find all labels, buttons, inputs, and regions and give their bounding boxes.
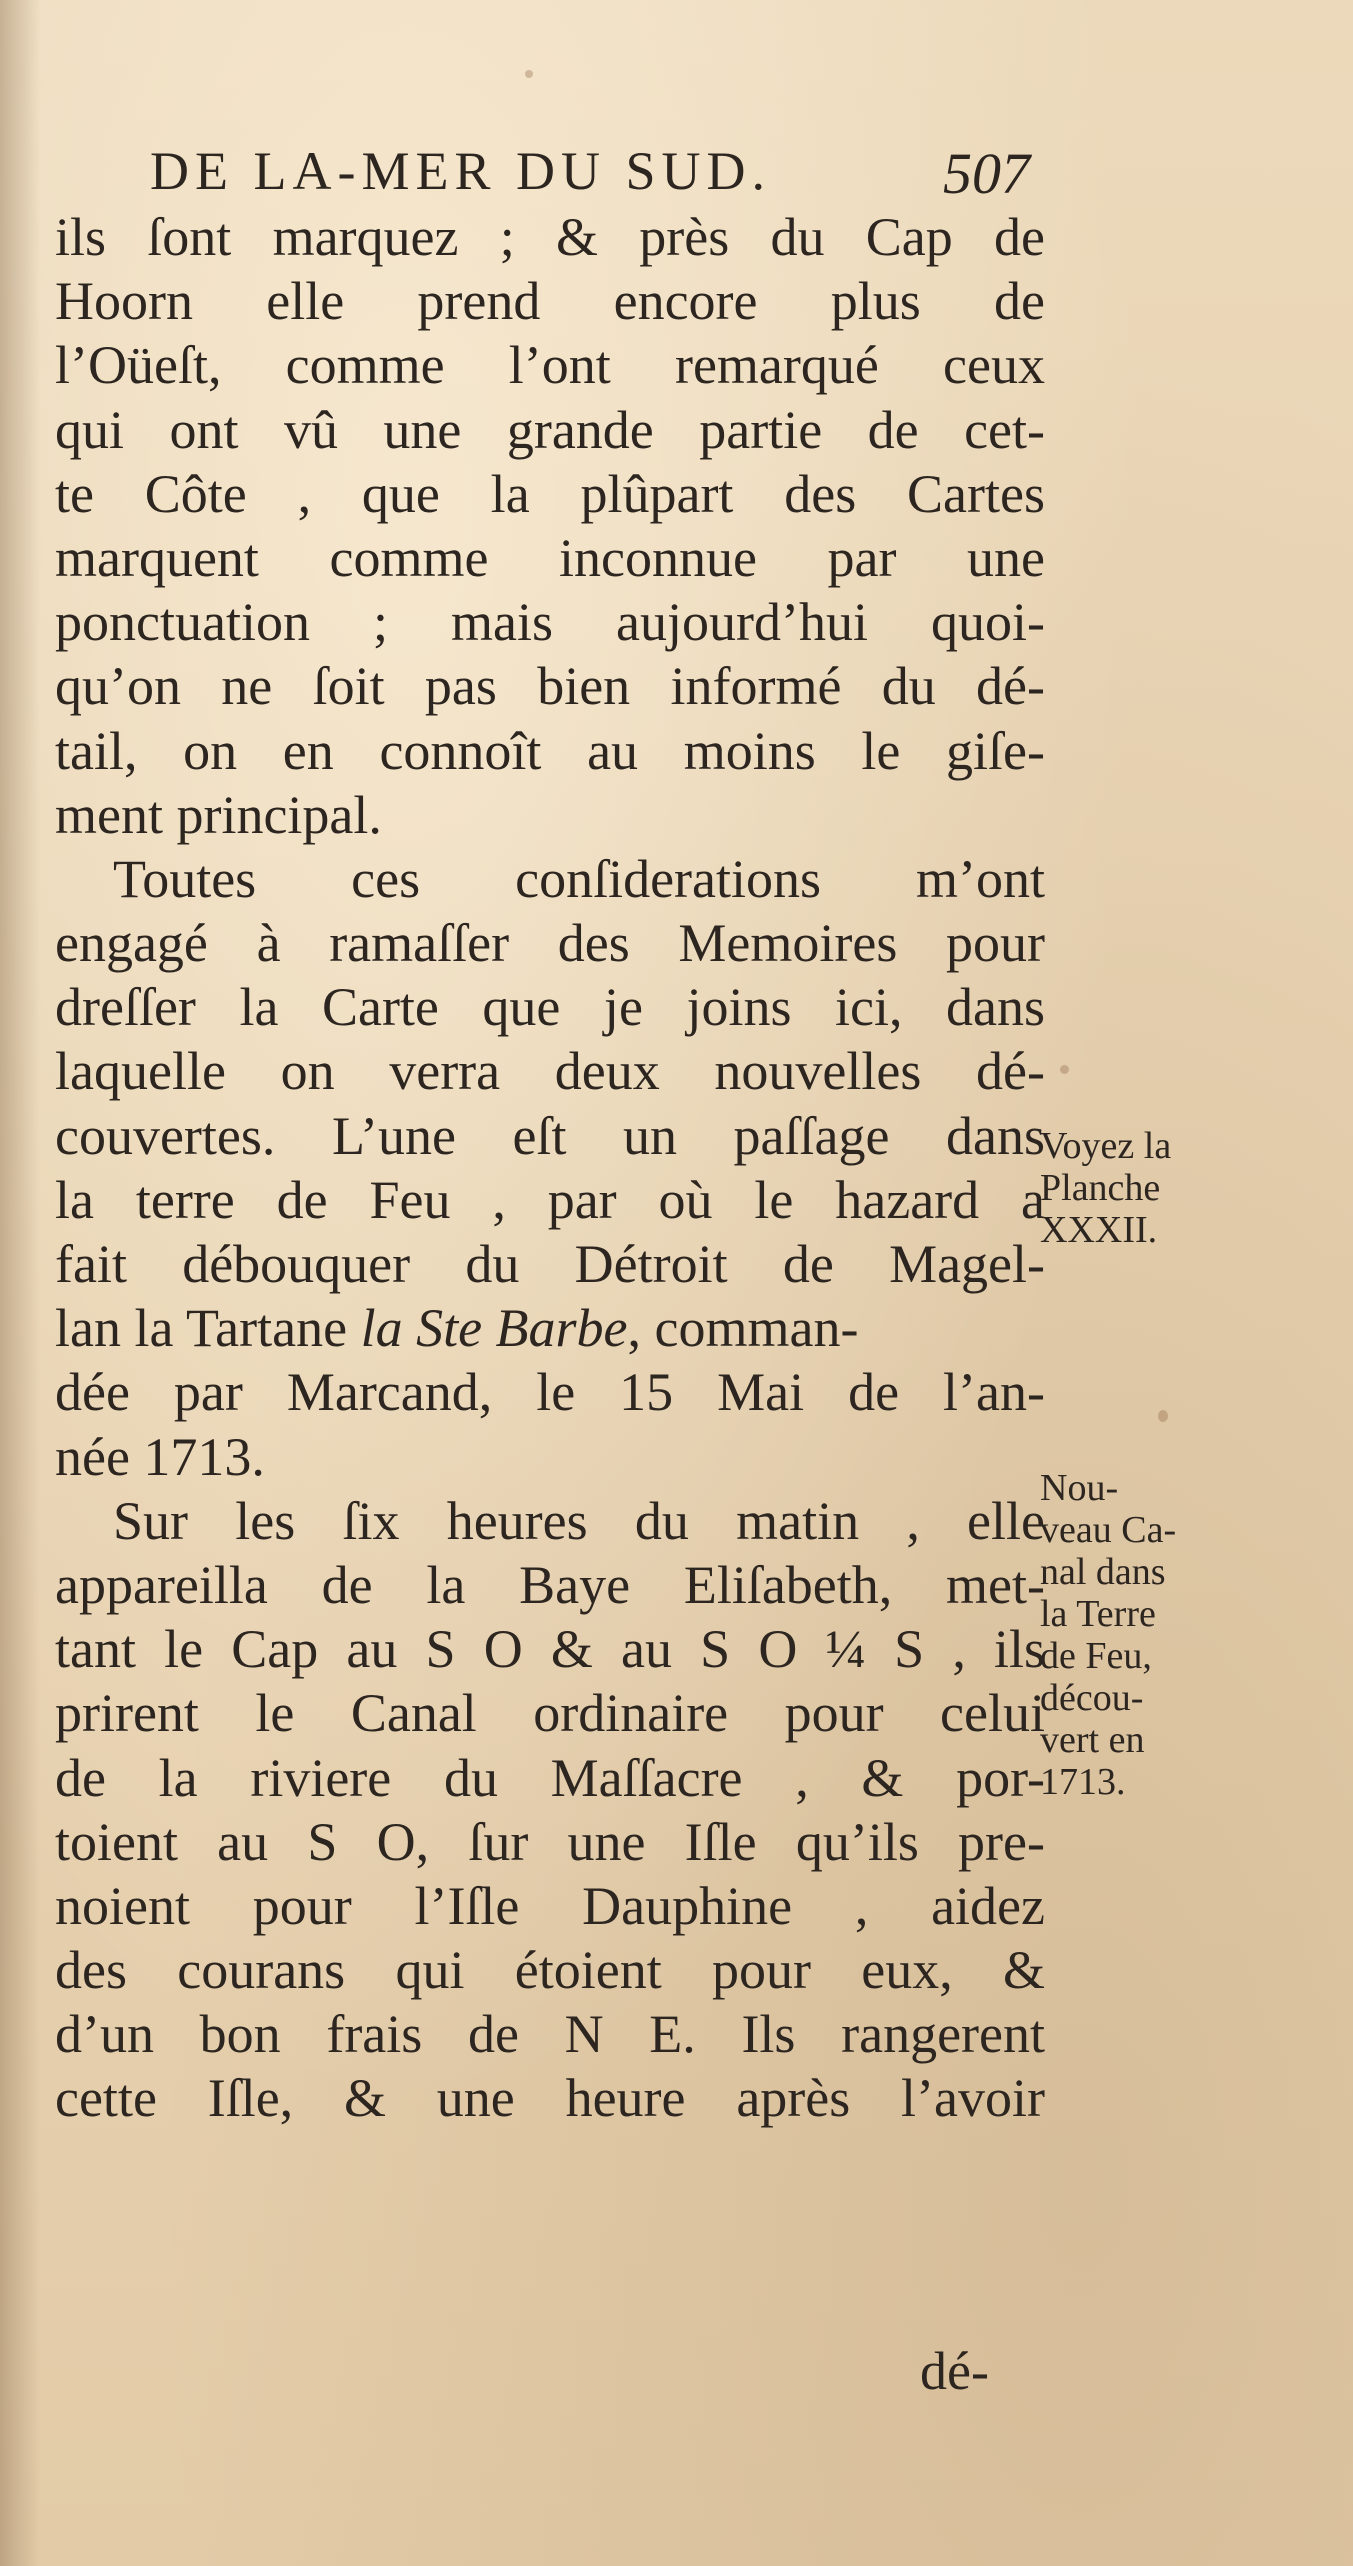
text-fragment: lan la Tartane — [55, 1298, 348, 1359]
margin-note-line: de Feu, — [1040, 1635, 1152, 1677]
text-line: noient pour l’Iſle Dauphine , aidez — [55, 1875, 1045, 1936]
text-line: qui ont vû une grande partie de cet- — [55, 399, 1045, 460]
text-line: engagé à ramaſſer des Memoires pour — [55, 913, 1045, 974]
ink-spot — [1158, 1410, 1168, 1422]
text-line: couvertes. L’une eſt un paſſage dans — [55, 1105, 1045, 1166]
margin-note-plate-reference — [1040, 1125, 1270, 1251]
text-line: Hoorn elle prend encore plus de — [55, 271, 1045, 332]
margin-note-line: Nou- — [1040, 1467, 1119, 1509]
text-line: l’Oüeſt, comme l’ont remarqué ceux — [55, 335, 1045, 396]
paragraph-start-line: Sur les ſix heures du matin , elle — [113, 1490, 1045, 1551]
text-line: fait débouquer du Détroit de Magel- — [55, 1234, 1045, 1294]
text-line: ils ſont marquez ; & près du Cap de — [55, 207, 1045, 267]
text-line: laquelle on verra deux nouvelles dé- — [55, 1041, 1045, 1102]
text-line: dreſſer la Carte que je joins ici, dans — [55, 977, 1045, 1038]
margin-note-line: la Terre — [1040, 1593, 1156, 1635]
margin-note-line: vert en — [1040, 1719, 1145, 1761]
text-line: de la riviere du Maſſacre , & por- — [55, 1747, 1045, 1808]
text-line: tail, on en connoît au moins le giſe- — [55, 720, 1045, 781]
ship-name: la Ste Barbe — [360, 1298, 628, 1359]
margin-note-line: 1713. — [1040, 1761, 1126, 1803]
text-line: appareilla de la Baye Eliſabeth, met- — [55, 1554, 1045, 1615]
text-line: née 1713. — [55, 1426, 265, 1487]
text-line: cette Iſle, & une heure après l’avoir — [55, 2068, 1045, 2129]
text-line: des courans qui étoient pour eux, & — [55, 1940, 1045, 2001]
text-line: toient au S O, ſur une Iſle qu’ils pre- — [55, 1811, 1045, 1872]
text-line-with-ship-name — [55, 1296, 1045, 1360]
margin-note-new-channel — [1040, 1467, 1270, 1803]
running-head: DE LA-MER DU SUD. — [150, 141, 771, 201]
text-line: te Côte , que la plûpart des Cartes — [55, 463, 1045, 524]
margin-note-line: veau Ca- — [1040, 1509, 1177, 1551]
catchword: dé- — [920, 2341, 989, 2401]
text-line: ponctuation ; mais aujourd’hui quoi- — [55, 592, 1045, 653]
text-line: dée par Marcand, le 15 Mai de l’an- — [55, 1362, 1045, 1423]
body-text — [55, 205, 1045, 2131]
paragraph-start-line: Toutes ces conſiderations m’ont — [113, 848, 1045, 909]
margin-note-line: Planche — [1040, 1167, 1161, 1209]
text-line: tant le Cap au S O & au S O ¼ S , ils — [55, 1619, 1045, 1680]
margin-note-line: nal dans — [1040, 1551, 1166, 1593]
text-line: prirent le Canal ordinaire pour celui — [55, 1683, 1045, 1744]
ink-spot — [525, 70, 533, 78]
margin-note-line: XXXII. — [1040, 1209, 1158, 1251]
text-line: qu’on ne ſoit pas bien informé du dé- — [55, 656, 1045, 717]
margin-note-line: décou- — [1040, 1677, 1144, 1719]
page-gutter-shadow — [0, 0, 40, 2566]
text-line: ment principal. — [55, 784, 382, 845]
text-line: la terre de Feu , par où le hazard a — [55, 1169, 1045, 1230]
margin-note-line: Voyez la — [1040, 1125, 1172, 1167]
margin-note-gap — [1040, 1251, 1270, 1467]
text-line: marquent comme inconnue par une — [55, 527, 1045, 588]
text-fragment: , comman- — [627, 1298, 859, 1359]
ink-spot — [1060, 1065, 1069, 1074]
margin-notes — [1040, 1125, 1270, 1803]
page-number: 507 — [943, 141, 1030, 206]
text-line: d’un bon frais de N E. Ils rangerent — [55, 2004, 1045, 2065]
